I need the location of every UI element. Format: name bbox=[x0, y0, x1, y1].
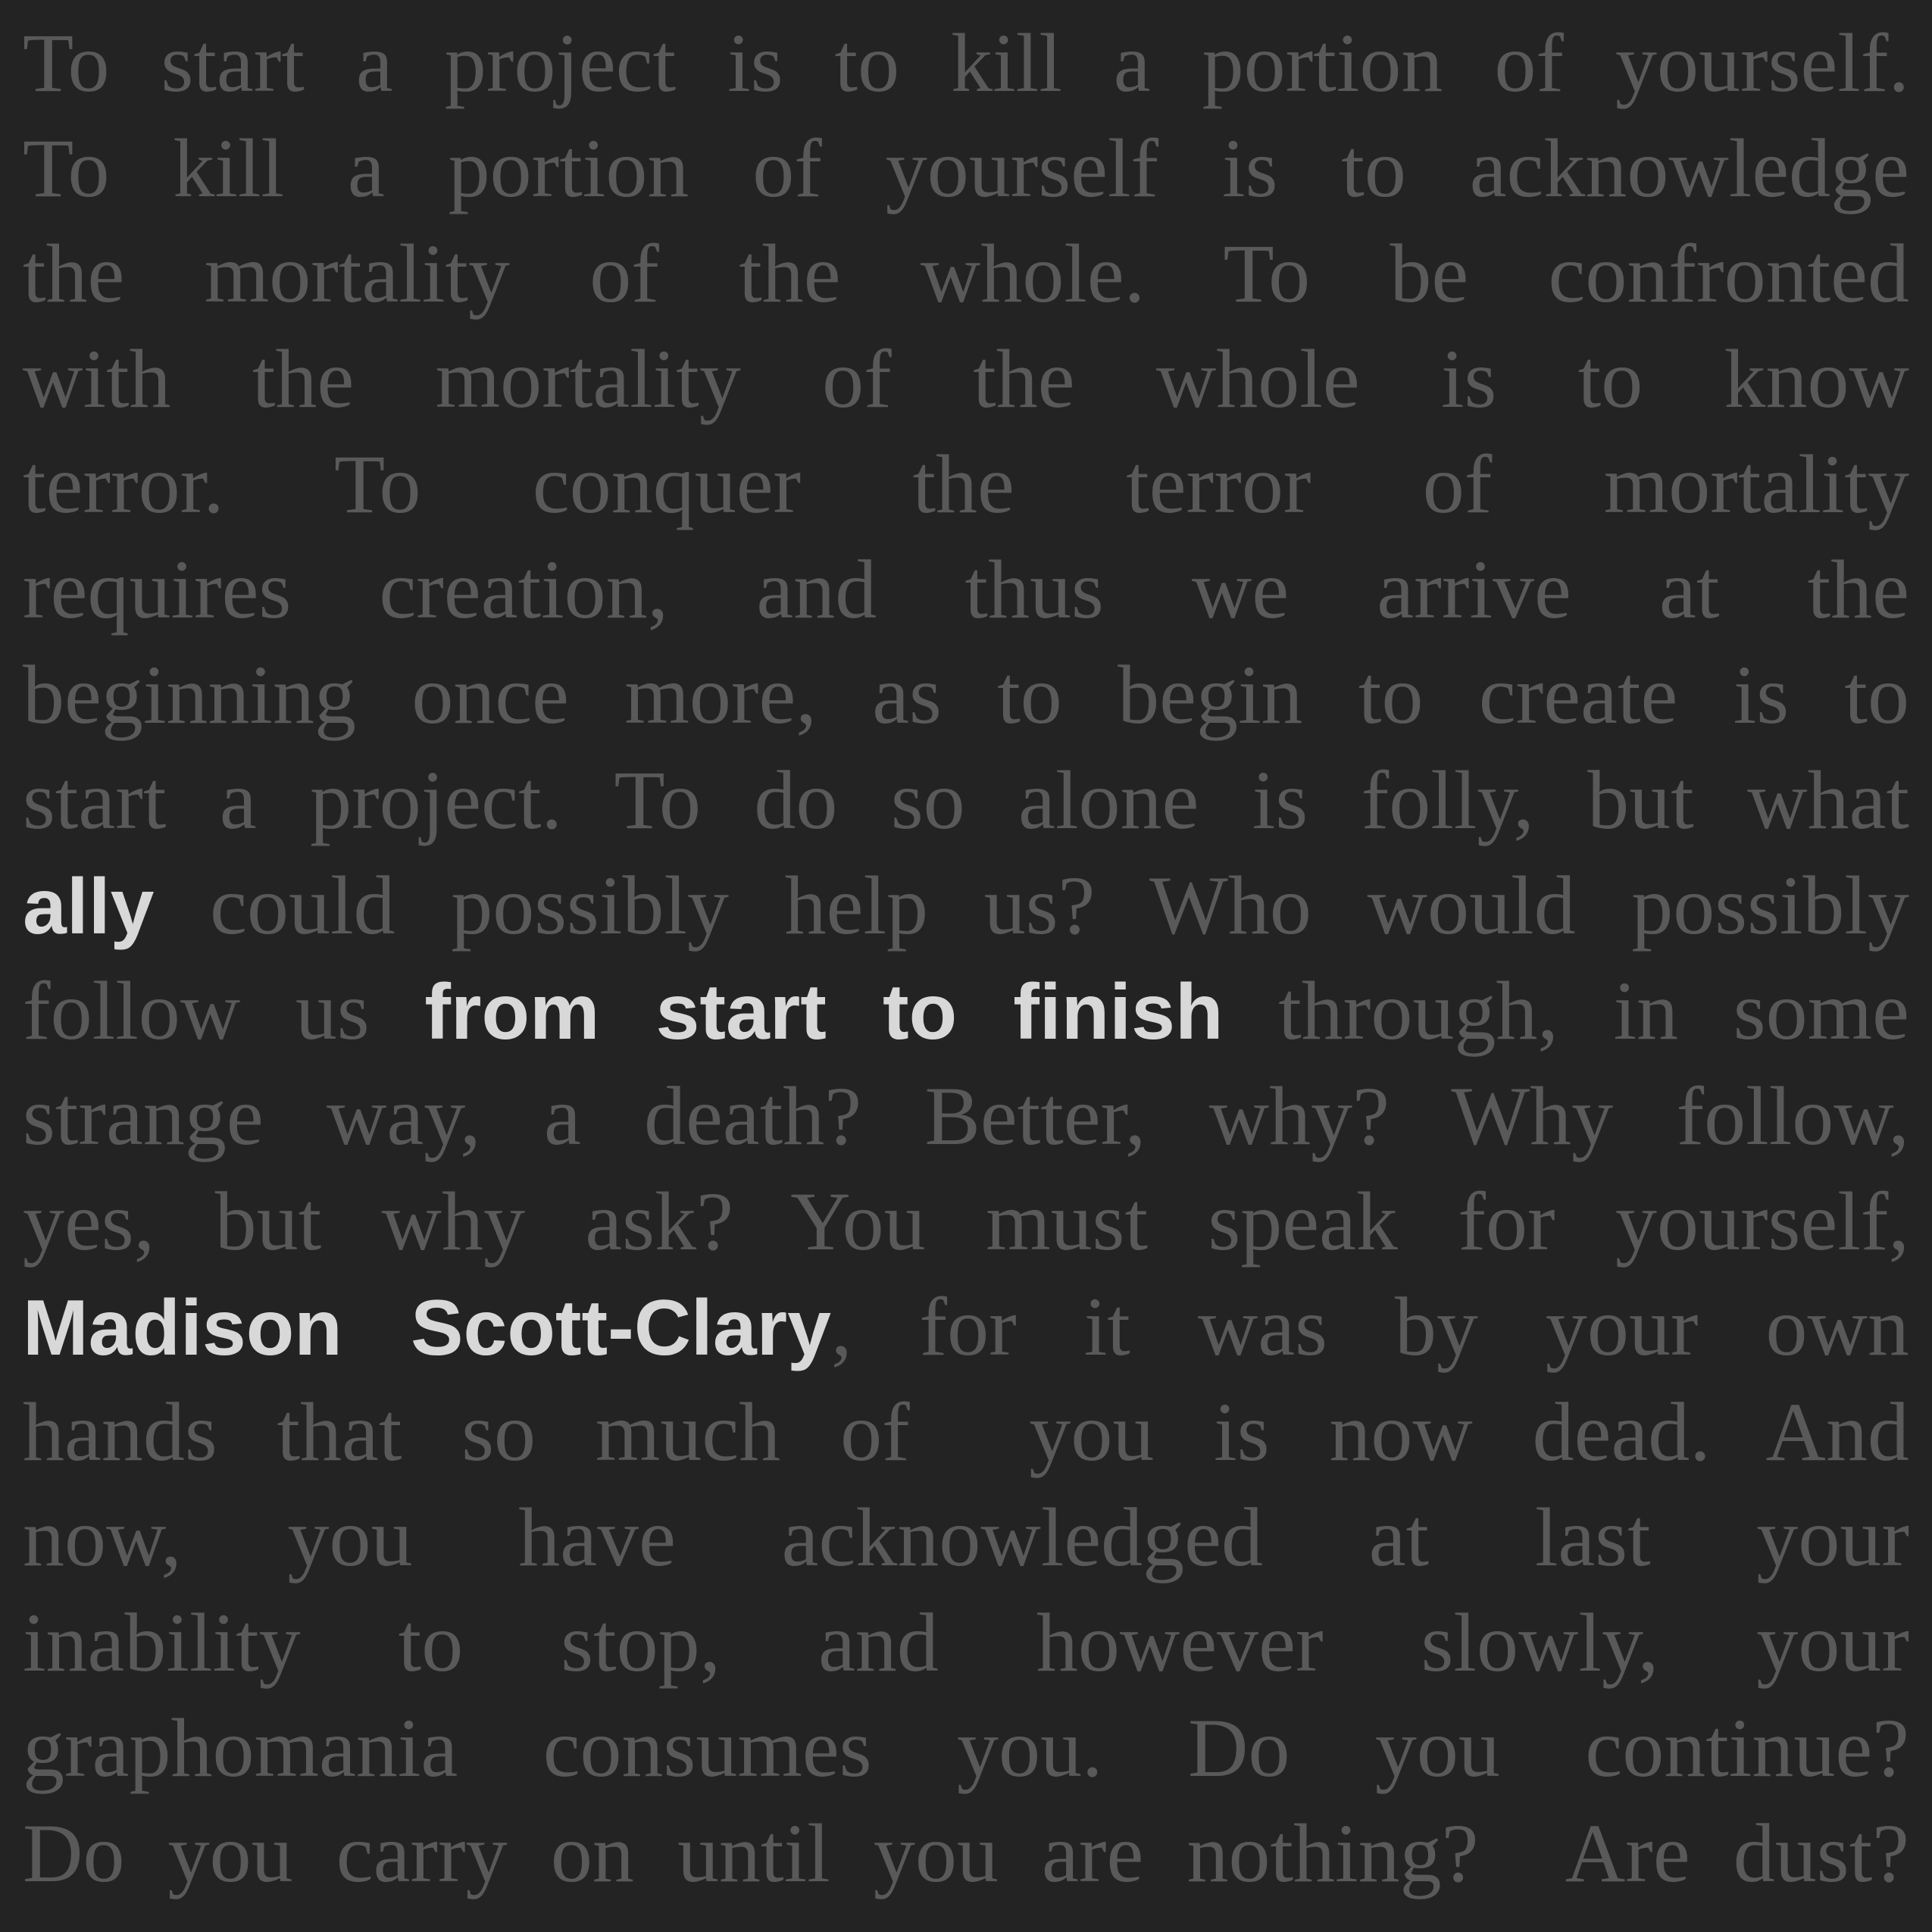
text-line bbox=[23, 11, 1909, 116]
book-title: ally bbox=[23, 863, 155, 951]
cover-body-text: , for it was by your own bbox=[830, 1280, 1909, 1373]
cover-text bbox=[23, 11, 1909, 1906]
cover-body-text: the mortality of the whole. To be confronted bbox=[23, 227, 1909, 320]
cover-body-text: To start a project is to kill a portion of yourself. bbox=[23, 17, 1909, 109]
text-line bbox=[23, 853, 1909, 958]
cover-body-text: now, you have acknowledged at last your bbox=[23, 1491, 1909, 1583]
cover-body-text: could possibly help us? Who would possibly bbox=[154, 859, 1909, 952]
cover-body-text: beginning once more, as to begin to create is to bbox=[23, 649, 1909, 741]
text-line bbox=[23, 221, 1909, 327]
cover-body-text: To kill a portion of yourself is to acknowledge bbox=[23, 122, 1909, 214]
cover-body-text: inability to stop, and however slowly, your bbox=[23, 1596, 1909, 1689]
text-line bbox=[23, 1169, 1909, 1274]
text-line bbox=[23, 1064, 1909, 1169]
text-line bbox=[23, 537, 1909, 642]
cover-body-text: strange way, a death? Better, why? Why follow, bbox=[23, 1070, 1909, 1162]
cover-body-text: yes, but why ask? You must speak for yourself, bbox=[23, 1175, 1909, 1268]
text-line bbox=[23, 432, 1909, 537]
cover-body-text: hands that so much of you is now dead. And bbox=[23, 1386, 1909, 1478]
cover-body-text: follow us bbox=[23, 964, 425, 1057]
cover-body-text: through, in some bbox=[1223, 964, 1910, 1057]
book-author: Madison Scott-Clary bbox=[23, 1284, 831, 1372]
text-line bbox=[23, 1801, 1909, 1906]
text-line bbox=[23, 642, 1909, 748]
text-line bbox=[23, 1696, 1909, 1801]
text-line bbox=[23, 327, 1909, 432]
book-subtitle: from start to finish bbox=[424, 968, 1224, 1056]
text-line bbox=[23, 1485, 1909, 1590]
text-line bbox=[23, 1380, 1909, 1485]
cover-body-text: start a project. To do so alone is folly, but what bbox=[23, 754, 1909, 846]
text-line bbox=[23, 958, 1909, 1064]
cover-body-text: with the mortality of the whole is to know bbox=[23, 333, 1909, 425]
cover-body-text: requires creation, and thus we arrive at the bbox=[23, 543, 1909, 636]
text-line bbox=[23, 1274, 1909, 1380]
cover-body-text: terror. To conquer the terror of mortality bbox=[23, 438, 1909, 530]
cover-body-text: Do you carry on until you are nothing? Are dust? bbox=[23, 1807, 1909, 1899]
text-line bbox=[23, 748, 1909, 853]
text-line bbox=[23, 1590, 1909, 1696]
text-line bbox=[23, 116, 1909, 221]
cover-body-text: graphomania consumes you. Do you continue? bbox=[23, 1702, 1909, 1794]
